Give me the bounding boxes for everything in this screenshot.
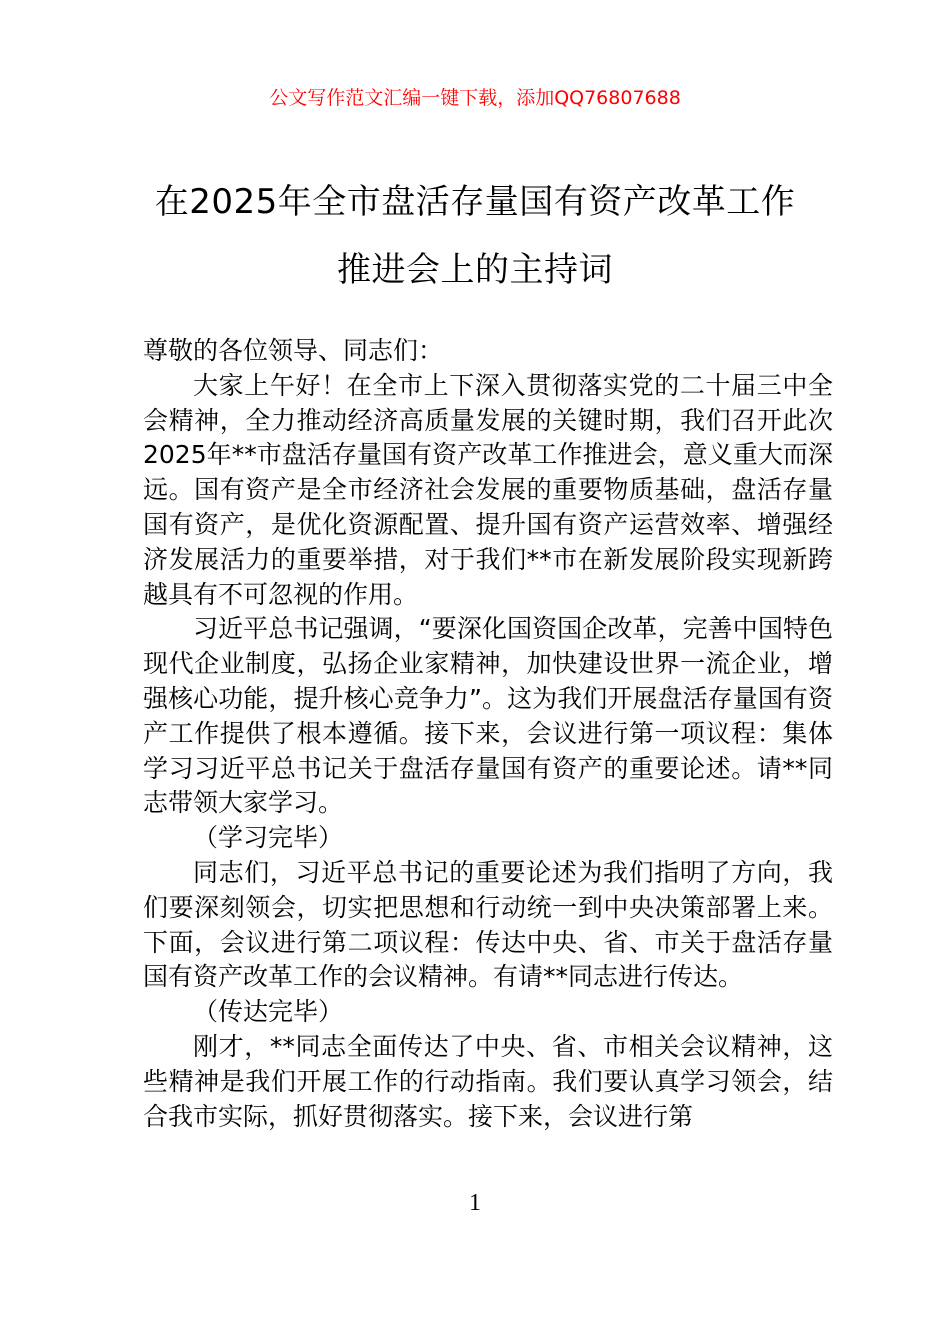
paragraph-second-agenda: 同志们，习近平总书记的重要论述为我们指明了方向，我们要深刻领会，切实把思想和行动统一到中央决策部署上来。下面，会议进行第二项议程：传达中央、省、市关于盘活存量国有资产改革工作的会议精神。有请**同志进行传达。 <box>143 857 833 992</box>
salutation: 尊敬的各位领导、同志们： <box>143 336 444 365</box>
title-line-2: 推进会上的主持词 <box>337 250 613 290</box>
paragraph-next-agenda: 刚才，**同志全面传达了中央、省、市相关会议精神，这些精神是我们开展工作的行动指南。我们要认真学习领会，结合我市实际，抓好贯彻落实。接下来，会议进行第 <box>143 1031 833 1131</box>
document-body <box>143 334 833 1134</box>
paragraph-xi-quote: 习近平总书记强调，“要深化国资国企改革，完善中国特色现代企业制度，弘扬企业家精神，加快建设世界一流企业，增强核心功能，提升核心竞争力”。这为我们开展盘活存量国有资产工作提供了根本遵循。接下来，会议进行第一项议程：集体学习习近平总书记关于盘活存量国有资产的重要论述。请**同志带领大家学习。 <box>143 614 833 818</box>
promo-watermark: 公文写作范文汇编一键下载，添加QQ76807688 <box>269 87 681 109</box>
stage-note-study-complete: （学习完毕） <box>193 823 344 853</box>
document-title <box>120 168 830 304</box>
stage-note-relay-complete: （传达完毕） <box>193 997 344 1027</box>
title-line-1: 在2025年全市盘活存量国有资产改革工作 <box>154 182 796 222</box>
paragraph-opening: 大家上午好！在全市上下深入贯彻落实党的二十届三中全会精神，全力推动经济高质量发展的关键时期，我们召开此次2025年**市盘活存量国有资产改革工作推进会，意义重大而深远。国有资产是全市经济社会发展的重要物质基础，盘活存量国有资产，是优化资源配置、提升国有资产运营效率、增强经济发展活力的重要举措，对于我们**市在新发展阶段实现新跨越具有不可忽视的作用。 <box>143 370 833 609</box>
page-number: 1 <box>469 1190 481 1216</box>
